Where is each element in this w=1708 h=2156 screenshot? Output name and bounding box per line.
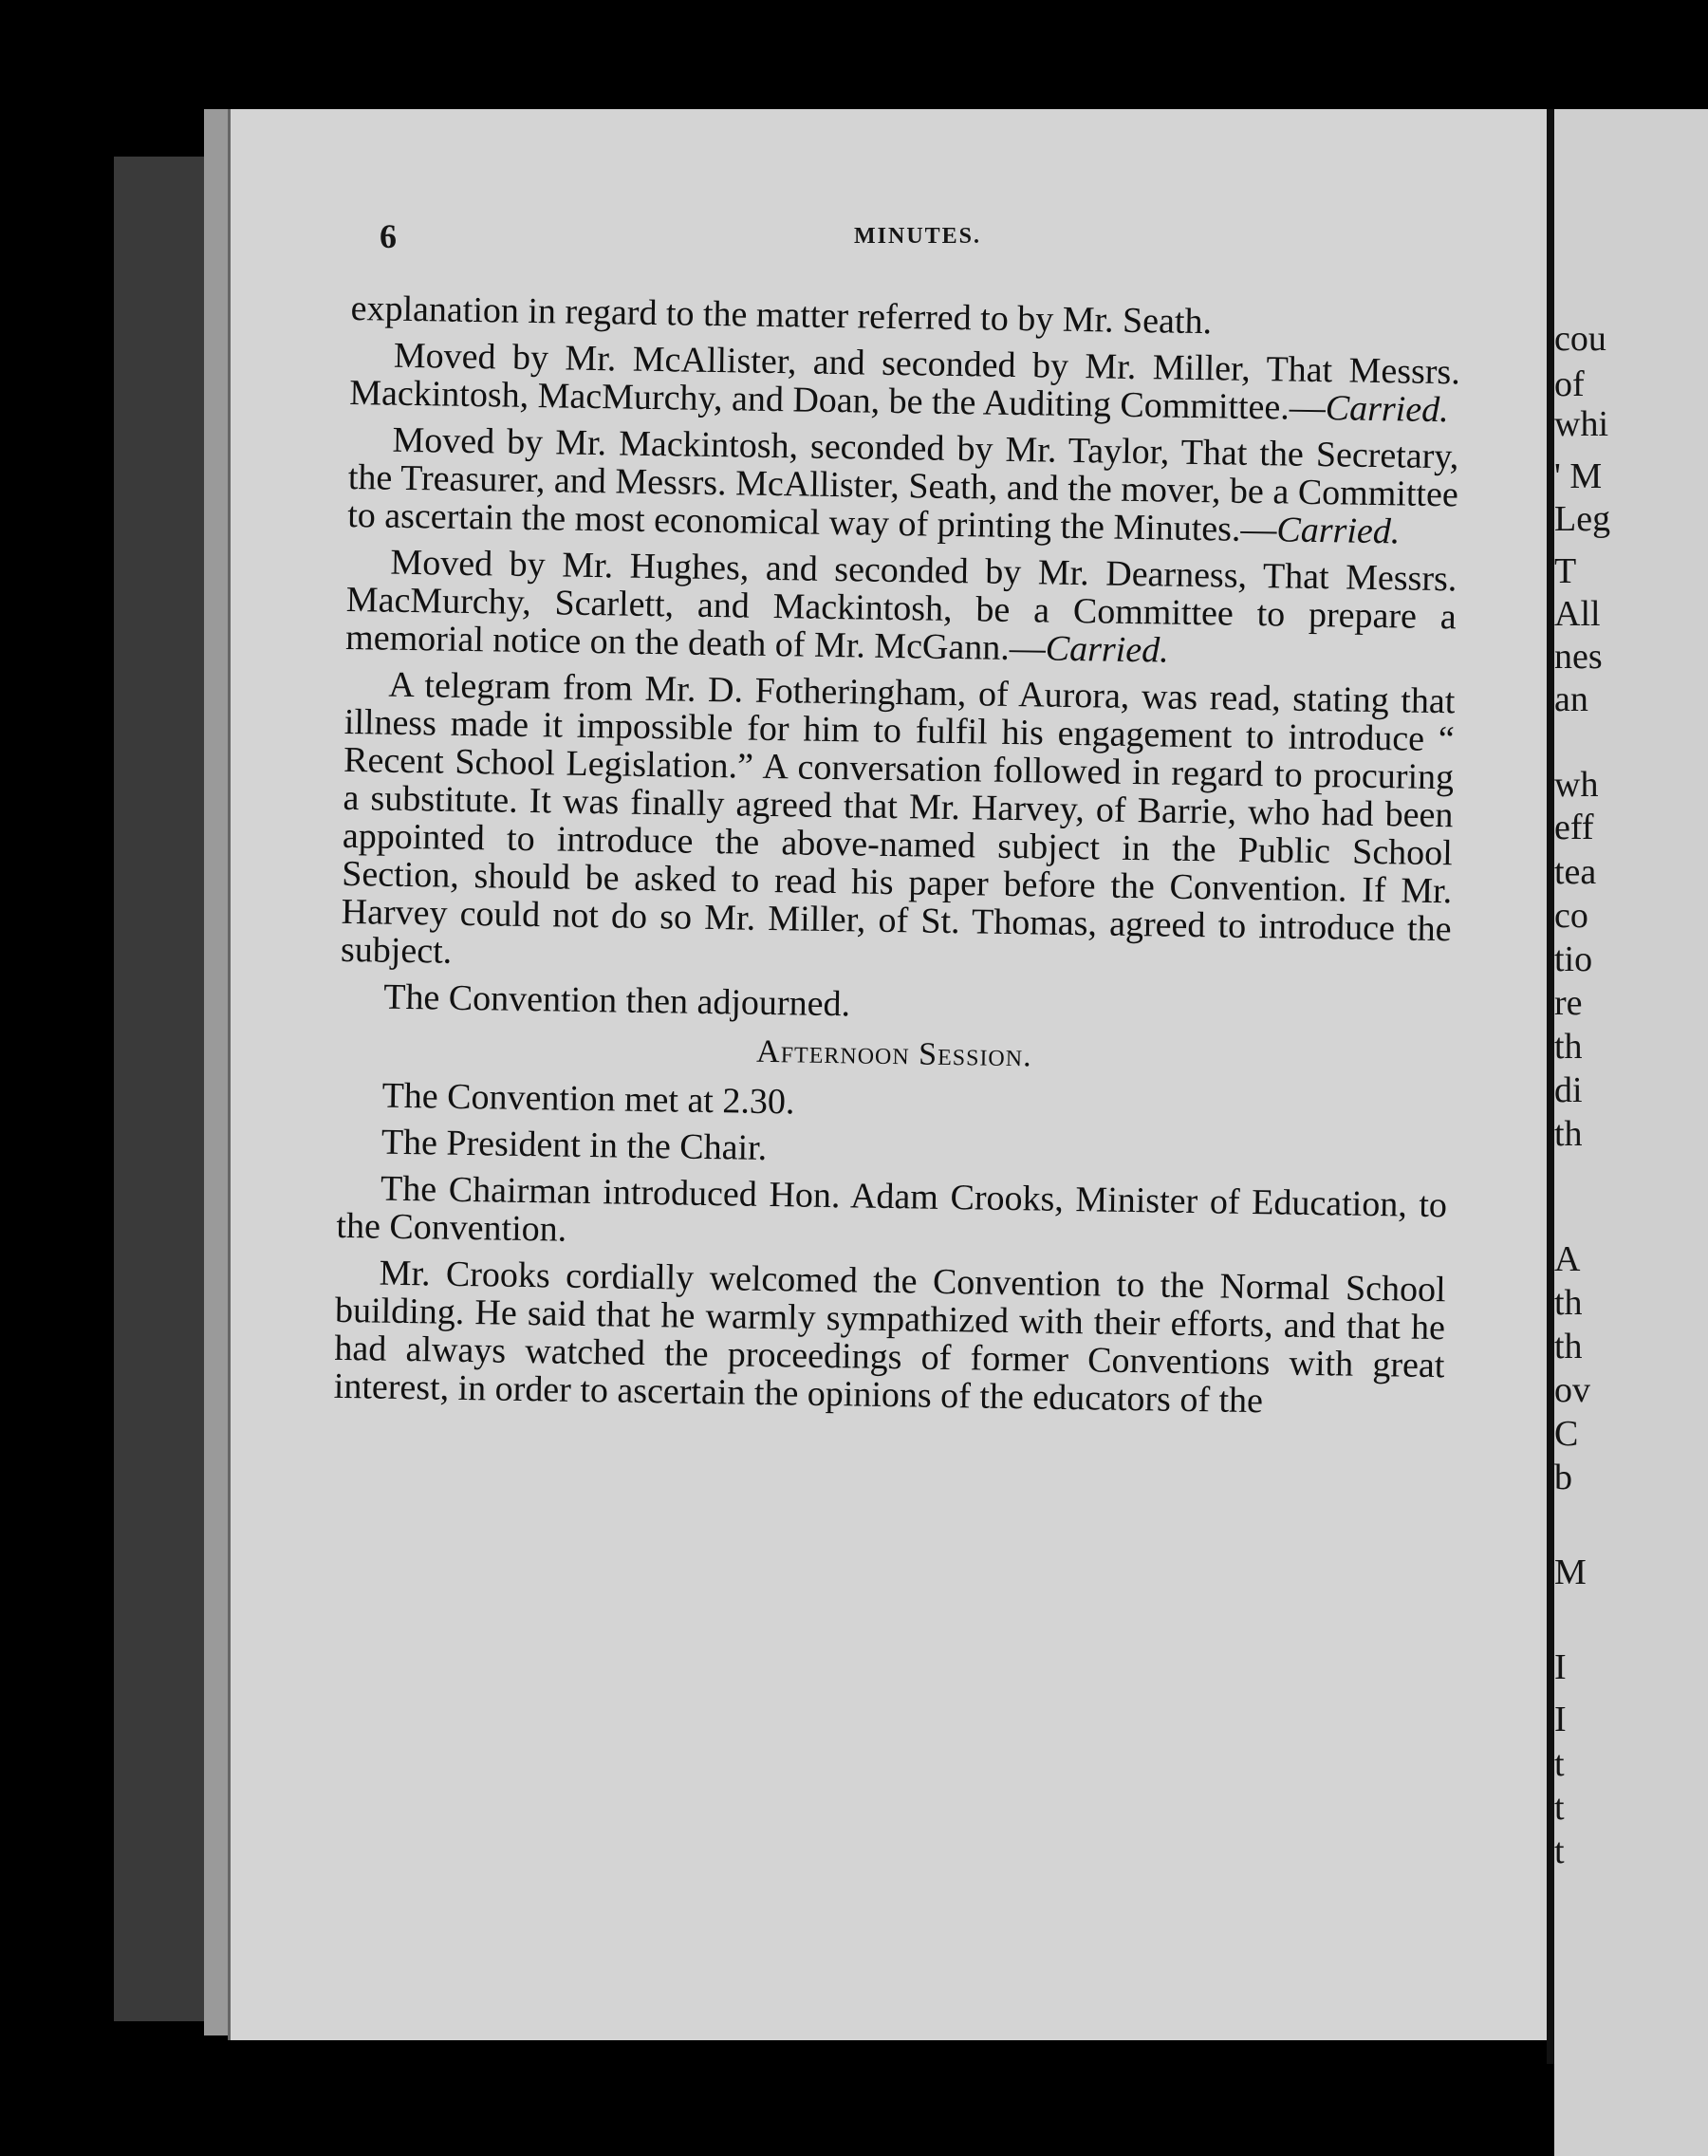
- facing-fragment: M: [1554, 1552, 1587, 1592]
- facing-fragment: an: [1554, 679, 1588, 719]
- facing-fragment: I: [1554, 1647, 1567, 1687]
- facing-fragment: of: [1554, 364, 1585, 404]
- facing-fragment: Leg: [1554, 499, 1611, 539]
- facing-fragment: th: [1554, 1027, 1583, 1067]
- paragraph: The Chairman introduced Hon. Adam Crooks, Minister of Education, to the Convention.: [336, 1168, 1448, 1250]
- facing-fragment: th: [1554, 1114, 1583, 1154]
- morning-minutes: [340, 289, 1461, 1032]
- paragraph: Moved by Mr. Hughes, and seconded by Mr. Dearness, That Messrs. MacMurchy, Scarlett, and Mackintosh, be a Committee to prepare a memorial notice on the death of Mr. McGann.—Carried.: [344, 542, 1457, 671]
- paragraph: Moved by Mr. McAllister, and seconded by Mr. Miller, That Messrs. Mackintosh, MacMurchy, and Doan, be the Auditing Committee.—Carried.: [348, 335, 1461, 431]
- facing-fragment: A: [1554, 1239, 1581, 1279]
- facing-page: [1554, 109, 1708, 2156]
- facing-fragment: All: [1554, 594, 1601, 634]
- facing-fragment: T: [1554, 551, 1577, 591]
- paragraph: The Convention then adjourned.: [382, 976, 851, 1025]
- facing-fragment: tio: [1554, 939, 1593, 979]
- facing-fragment: th: [1554, 1327, 1583, 1366]
- facing-fragment: nes: [1554, 637, 1603, 677]
- facing-fragment: tea: [1554, 852, 1597, 892]
- facing-fragment: b: [1554, 1458, 1572, 1497]
- page-number: 6: [380, 217, 397, 255]
- facing-fragment: wh: [1554, 765, 1599, 805]
- session-heading: Afternoon Session.: [755, 1033, 1032, 1074]
- facing-fragment: di: [1554, 1070, 1583, 1110]
- facing-fragment: t: [1554, 1788, 1565, 1828]
- facing-fragment: cou: [1554, 319, 1606, 359]
- paragraph: The Convention met at 2.30.: [381, 1075, 795, 1123]
- facing-fragment: t: [1554, 1831, 1565, 1871]
- facing-fragment: whi: [1554, 404, 1608, 444]
- book-cover-edge: [114, 157, 218, 2021]
- running-head: [380, 216, 1556, 258]
- paragraph: explanation in regard to the matter referred to by Mr. Seath.: [350, 288, 1213, 343]
- paragraph: Moved by Mr. Mackintosh, seconded by Mr. Taylor, That the Secretary, the Treasurer, and Messrs. McAllister, Seath, and the mover, be a Committee to ascertain the most economical way of printing the Minutes.—Carried.: [346, 419, 1459, 552]
- facing-fragment: co: [1554, 896, 1588, 936]
- afternoon-minutes: [334, 1076, 1449, 1422]
- page-text: [333, 289, 1460, 1431]
- facing-fragment: eff: [1554, 808, 1594, 847]
- facing-fragment: th: [1554, 1283, 1583, 1323]
- paragraph: A telegram from Mr. D. Fotheringham, of Aurora, was read, stating that illness made it impossible for him to fulfil his engagement to introduce “ Recent School Legislation.” A conversation followed in regard to procuring a substitute. It was finally agreed that Mr. Harvey, of Barrie, who had been appointed to introduce the above-named subject in the Public School Section, should be asked to read his paper before the Convention. If Mr. Harvey could not do so Mr. Miller, of St. Thomas, agreed to introduce the subject.: [340, 664, 1456, 972]
- book-gutter: [1547, 109, 1554, 2064]
- facing-fragment: ov: [1554, 1370, 1590, 1410]
- paragraph: The President in the Chair.: [381, 1122, 768, 1168]
- running-title: MINUTES.: [854, 224, 982, 249]
- facing-fragment: C: [1554, 1414, 1579, 1454]
- facing-fragment: ' M: [1554, 456, 1603, 496]
- facing-fragment: I: [1554, 1700, 1567, 1739]
- facing-fragment: re: [1554, 983, 1583, 1023]
- paragraph: Mr. Crooks cordially welcomed the Convention to the Normal School building. He said that he warmly sympathized with their efforts, and that he had always watched the proceedings of former Conventions with great interest, in order to ascertain the opinions of the educators of the: [333, 1253, 1446, 1422]
- facing-fragment: t: [1554, 1744, 1565, 1784]
